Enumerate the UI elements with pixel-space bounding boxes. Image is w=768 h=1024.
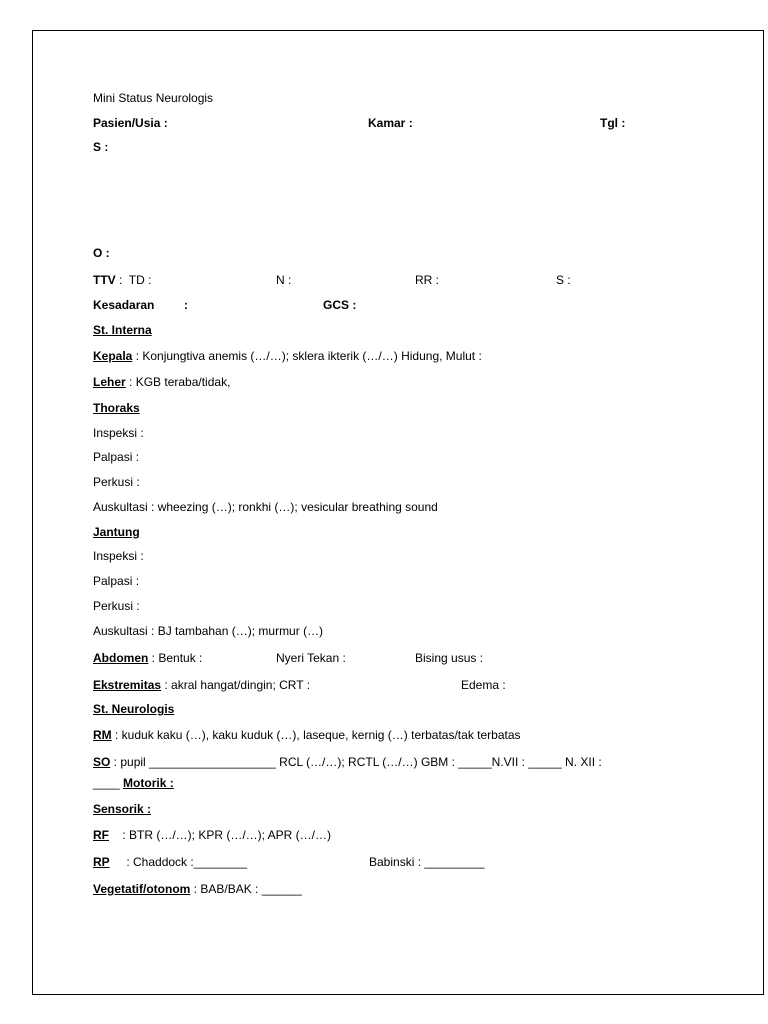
gcs-label: GCS : bbox=[323, 298, 357, 312]
ttv-td: : TD : bbox=[115, 273, 152, 287]
ttv-row bbox=[93, 273, 151, 287]
kesadaran-label: Kesadaran bbox=[93, 298, 155, 312]
jantung-perkusi: Perkusi : bbox=[93, 599, 140, 613]
thoraks-perkusi: Perkusi : bbox=[93, 475, 140, 489]
ekstremitas-text: : akral hangat/dingin; CRT : bbox=[161, 678, 311, 692]
st-neurologis-heading: St. Neurologis bbox=[93, 702, 175, 716]
ekstremitas-row bbox=[93, 678, 310, 692]
jantung-inspeksi: Inspeksi : bbox=[93, 549, 144, 563]
so-continuation bbox=[93, 776, 174, 790]
abdomen-label: Abdomen bbox=[93, 651, 149, 665]
pasien-usia-label: Pasien/Usia : bbox=[93, 116, 168, 130]
vegetatif-label: Vegetatif/otonom bbox=[93, 882, 191, 896]
leher-label: Leher bbox=[93, 375, 126, 389]
vegetatif-row bbox=[93, 882, 302, 896]
kepala-label: Kepala bbox=[93, 349, 133, 363]
abdomen-bentuk: : Bentuk : bbox=[148, 651, 203, 665]
vegetatif-text: : BAB/BAK : ______ bbox=[190, 882, 302, 896]
rf-label: RF bbox=[93, 828, 109, 842]
ttv-label: TTV bbox=[93, 273, 116, 287]
thoraks-inspeksi: Inspeksi : bbox=[93, 426, 144, 440]
sensorik-label: Sensorik : bbox=[93, 802, 152, 816]
kepala-text: : Konjungtiva anemis (…/…); sklera ikterik (…/…) Hidung, Mulut : bbox=[132, 349, 482, 363]
abdomen-bising-usus: Bising usus : bbox=[415, 651, 484, 665]
subjective-label: S : bbox=[93, 140, 109, 154]
rp-row bbox=[93, 855, 247, 869]
jantung-heading: Jantung bbox=[93, 525, 140, 539]
abdomen-row bbox=[93, 651, 202, 665]
so-row bbox=[93, 755, 602, 769]
kamar-label: Kamar : bbox=[368, 116, 413, 130]
objective-label: O : bbox=[93, 246, 110, 260]
jantung-palpasi: Palpasi : bbox=[93, 574, 140, 588]
kepala-row bbox=[93, 349, 482, 363]
rm-label: RM bbox=[93, 728, 112, 742]
thoraks-heading: Thoraks bbox=[93, 401, 140, 415]
tgl-label: Tgl : bbox=[600, 116, 626, 130]
ekstremitas-edema: Edema : bbox=[461, 678, 506, 692]
thoraks-palpasi: Palpasi : bbox=[93, 450, 140, 464]
leher-text: : KGB teraba/tidak, bbox=[125, 375, 231, 389]
leher-row bbox=[93, 375, 230, 389]
form-title: Mini Status Neurologis bbox=[93, 91, 214, 105]
rp-text: : Chaddock :________ bbox=[109, 855, 248, 869]
kesadaran-colon: : bbox=[184, 298, 188, 312]
ttv-n: N : bbox=[276, 273, 292, 287]
abdomen-nyeri-tekan: Nyeri Tekan : bbox=[276, 651, 346, 665]
rm-row bbox=[93, 728, 521, 742]
jantung-auskultasi: Auskultasi : BJ tambahan (…); murmur (…) bbox=[93, 624, 324, 638]
rm-text: : kuduk kaku (…), kaku kuduk (…), laseque, kernig (…) terbatas/tak terbatas bbox=[111, 728, 521, 742]
rf-text: : BTR (…/…); KPR (…/…); APR (…/…) bbox=[109, 828, 332, 842]
so-label: SO bbox=[93, 755, 111, 769]
so-blank: ____ bbox=[93, 776, 120, 790]
motorik-label: Motorik : bbox=[123, 776, 174, 790]
rp-label: RP bbox=[93, 855, 110, 869]
rp-babinski: Babinski : _________ bbox=[369, 855, 485, 869]
ttv-rr: RR : bbox=[415, 273, 439, 287]
so-text: : pupil ___________________ RCL (…/…); RCTL (…/…) GBM : _____N.VII : _____ N. XII : bbox=[110, 755, 602, 769]
st-interna-heading: St. Interna bbox=[93, 323, 152, 337]
ttv-s: S : bbox=[556, 273, 571, 287]
thoraks-auskultasi: Auskultasi : wheezing (…); ronkhi (…); vesicular breathing sound bbox=[93, 500, 438, 514]
ekstremitas-label: Ekstremitas bbox=[93, 678, 162, 692]
rf-row bbox=[93, 828, 331, 842]
